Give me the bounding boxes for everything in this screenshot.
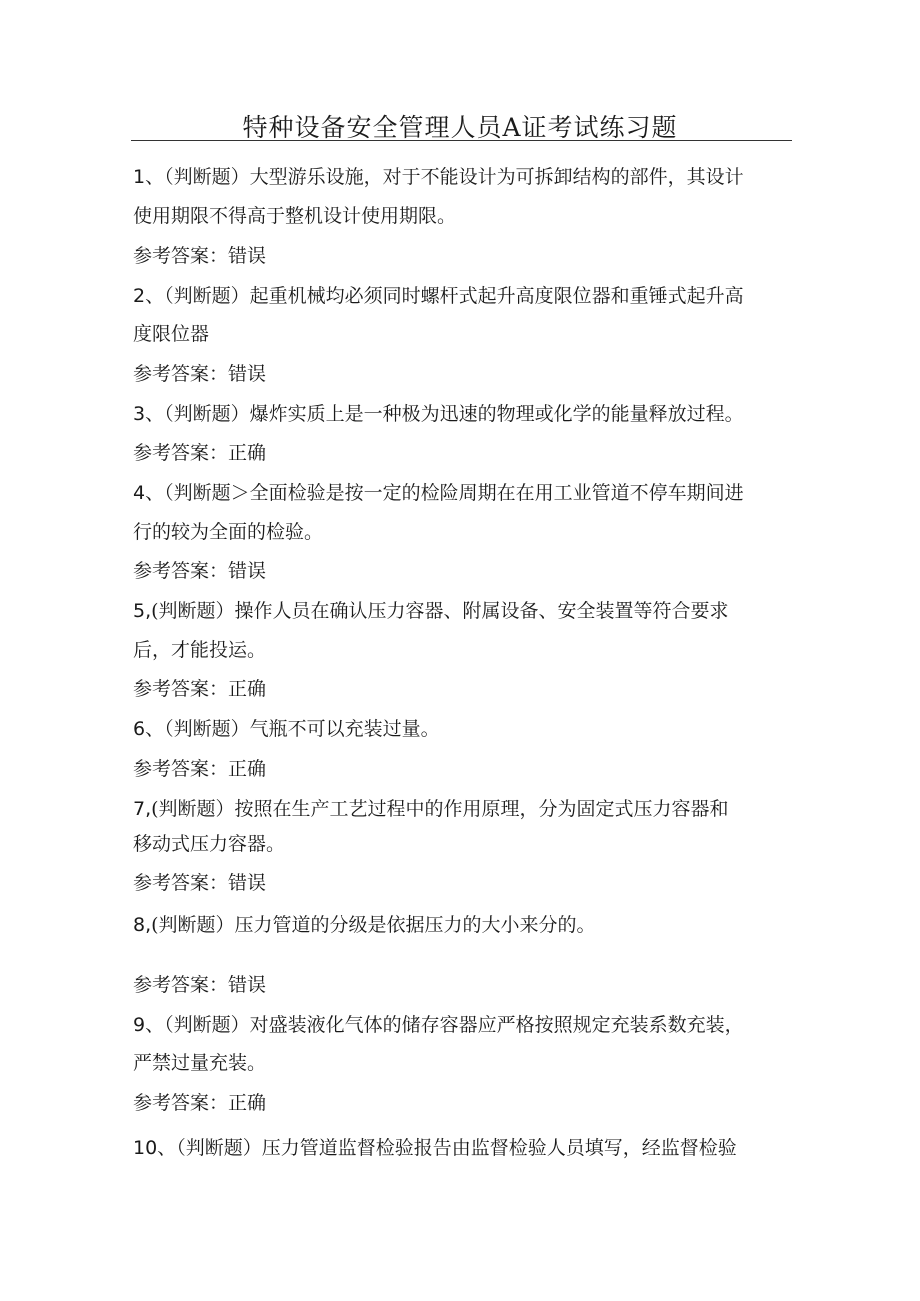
line-text: (判断题）压力管道的分级是依据压力的大小来分的。 (151, 914, 596, 936)
answer-text: 参考答案：正确 (133, 1092, 267, 1114)
question-4-line-2 (133, 520, 323, 544)
answer-8 (133, 973, 266, 997)
line-text: （判断题）对盛装液化气体的储存容器应严格按照规定充装系数充装， (164, 1014, 744, 1036)
question-number: 9、 (133, 1014, 165, 1036)
question-3-line-1 (133, 402, 744, 426)
line-text: (判断题）操作人员在确认压力容器、附属设备、安全装置等符合要求 (151, 600, 729, 622)
answer-text: 参考答案：正确 (133, 758, 267, 780)
line-text: （判断题）压力管道监督检验报告由监督检验人员填写，经监督检验 (176, 1137, 737, 1159)
line-text: 行的较为全面的检验。 (133, 521, 324, 543)
question-2-line-2 (133, 322, 209, 346)
question-number: 10、 (133, 1137, 177, 1159)
answer-text: 参考答案：错误 (133, 560, 267, 582)
question-number: 4、 (133, 482, 165, 504)
question-number: 8, (133, 914, 152, 936)
line-text: 严禁过量充装。 (133, 1052, 267, 1074)
answer-2 (133, 362, 266, 386)
line-text: (判断题）按照在生产工艺过程中的作用原理，分为固定式压力容器和 (151, 798, 729, 820)
question-number: 7, (133, 798, 152, 820)
line-text: （判断题）大型游乐设施，对于不能设计为可拆卸结构的部件，其设计 (164, 166, 744, 188)
line-text: 使用期限不得高于整机设计使用期限。 (133, 205, 457, 227)
answer-text: 参考答案：错误 (133, 872, 267, 894)
answer-6 (133, 757, 266, 781)
line-text: （判断题）气瓶不可以充装过量。 (164, 718, 440, 740)
question-number: 3、 (133, 403, 165, 425)
question-10-line-1 (133, 1136, 737, 1160)
line-text: （判断题）起重机械均必须同时螺杆式起升高度限位器和重锤式起升高 (164, 285, 744, 307)
answer-text: 参考答案：错误 (133, 974, 267, 996)
answer-7 (133, 871, 266, 895)
line-text: 后，才能投运。 (133, 639, 267, 661)
line-text: 度限位器 (133, 323, 210, 345)
question-number: 6、 (133, 718, 165, 740)
question-4-line-1 (133, 481, 744, 505)
answer-text: 参考答案：错误 (133, 363, 267, 385)
question-number: 5, (133, 600, 152, 622)
question-number: 2、 (133, 285, 165, 307)
question-number: 1、 (133, 166, 165, 188)
question-1-line-1 (133, 165, 744, 189)
question-6-line-1 (133, 717, 440, 741)
title-underline (131, 140, 792, 141)
question-2-line-1 (133, 284, 744, 308)
answer-text: 参考答案：正确 (133, 678, 267, 700)
line-text: （判断题＞全面检验是按一定的检险周期在在用工业管道不停车期间进 (164, 482, 744, 504)
question-8-line-1 (133, 913, 596, 937)
question-1-line-2 (133, 204, 456, 228)
answer-4 (133, 559, 266, 583)
answer-text: 参考答案：错误 (133, 245, 267, 267)
question-9-line-2 (133, 1051, 266, 1075)
document-title: 特种设备安全管理人员A证考试练习题 (242, 113, 678, 142)
line-text: （判断题）爆炸实质上是一种极为迅速的物理或化学的能量释放过程。 (164, 403, 744, 425)
question-7-line-2 (133, 832, 285, 856)
question-9-line-1 (133, 1013, 744, 1037)
question-5-line-2 (133, 638, 266, 662)
question-5-line-1 (133, 599, 729, 623)
line-text: 移动式压力容器。 (133, 833, 286, 855)
answer-text: 参考答案：正确 (133, 442, 267, 464)
answer-5 (133, 677, 266, 701)
question-7-line-1 (133, 797, 729, 821)
answer-1 (133, 244, 266, 268)
answer-3 (133, 441, 266, 465)
answer-9 (133, 1091, 266, 1115)
